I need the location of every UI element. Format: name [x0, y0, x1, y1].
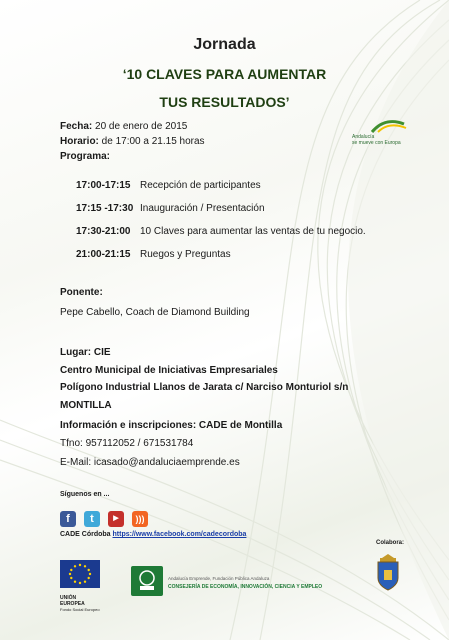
ponente-label: Ponente:	[60, 287, 103, 298]
programa-row	[76, 226, 406, 240]
rss-icon[interactable]: )))	[132, 511, 148, 527]
programa-time: 17:00-17:15	[76, 180, 131, 191]
union-europea-logo	[60, 560, 102, 612]
lugar-line2: Polígono Industrial Llanos de Jarata c/ Narciso Monturiol s/n	[60, 382, 349, 393]
ue-line1: UNIÓN EUROPEA	[60, 595, 85, 607]
programa-row	[76, 203, 406, 217]
email: E-Mail: icasado@andaluciaemprende.es	[60, 457, 240, 468]
andalucia-europa-logo	[352, 118, 412, 154]
fecha-value: 20 de enero de 2015	[92, 121, 188, 132]
programa-time: 17:15 -17:30	[76, 203, 134, 214]
andalucia-logo-line1: Andalucía	[352, 134, 375, 140]
montilla-shield-icon	[372, 552, 404, 592]
siguenos-label: Síguenos en ...	[60, 491, 110, 498]
page-title: Jornada	[193, 36, 256, 53]
fecha-line	[60, 120, 187, 133]
junta-andalucia-logo	[131, 566, 163, 596]
twitter-icon[interactable]: t	[84, 511, 100, 527]
programa-desc: Recepción de participantes	[140, 180, 261, 191]
junta-line1: Andalucía Emprende, Fundación Pública Andaluza	[168, 576, 270, 581]
junta-line2: CONSEJERÍA DE ECONOMÍA, INNOVACIÓN, CIENCIA Y EMPLEO	[168, 584, 323, 590]
fecha-label: Fecha:	[60, 121, 93, 132]
programa-label: Programa:	[60, 151, 111, 162]
facebook-link[interactable]: https://www.facebook.com/cadecordoba	[112, 531, 247, 538]
programa-time: 17:30-21:00	[76, 226, 131, 237]
ue-line2: Fondo Social Europeo	[60, 607, 100, 612]
telefono: Tfno: 957112052 / 671531784	[60, 438, 194, 449]
colabora-label: Colabora:	[376, 540, 405, 546]
programa-row	[76, 180, 406, 194]
subtitle-line-2: TUS RESULTADOS’	[159, 94, 290, 110]
facebook-icon[interactable]: f	[60, 511, 76, 527]
andalucia-logo-icon	[352, 118, 412, 134]
lugar-line3: MONTILLA	[60, 400, 112, 411]
junta-emblem-icon	[131, 566, 163, 596]
eu-flag-icon	[60, 560, 100, 588]
programa-desc: 10 Claves para aumentar las ventas de tu negocio.	[140, 226, 366, 237]
social-icons	[60, 511, 160, 527]
informacion-label: Información e inscripciones: CADE de Montilla	[60, 420, 283, 431]
lugar-label: Lugar: CIE	[60, 347, 111, 358]
lugar-line1: Centro Municipal de Iniciativas Empresariales	[60, 365, 278, 376]
horario-label: Horario:	[60, 136, 99, 147]
subtitle-line-1: ‘10 CLAVES PARA AUMENTAR	[122, 66, 327, 82]
ponente-value: Pepe Cabello, Coach de Diamond Building	[60, 307, 250, 318]
programa-desc: Ruegos y Preguntas	[140, 249, 231, 260]
programa-row	[76, 249, 406, 263]
horario-value: de 17:00 a 21.15 horas	[98, 136, 205, 147]
programa-time: 21:00-21:15	[76, 249, 131, 260]
cade-line	[60, 531, 246, 538]
horario-line	[60, 135, 205, 148]
andalucia-logo-line2: se mueve con Europa	[352, 140, 401, 146]
youtube-icon[interactable]: ▶	[108, 511, 124, 527]
cade-label: CADE Córdoba	[60, 531, 113, 538]
programa-desc: Inauguración / Presentación	[140, 203, 265, 214]
